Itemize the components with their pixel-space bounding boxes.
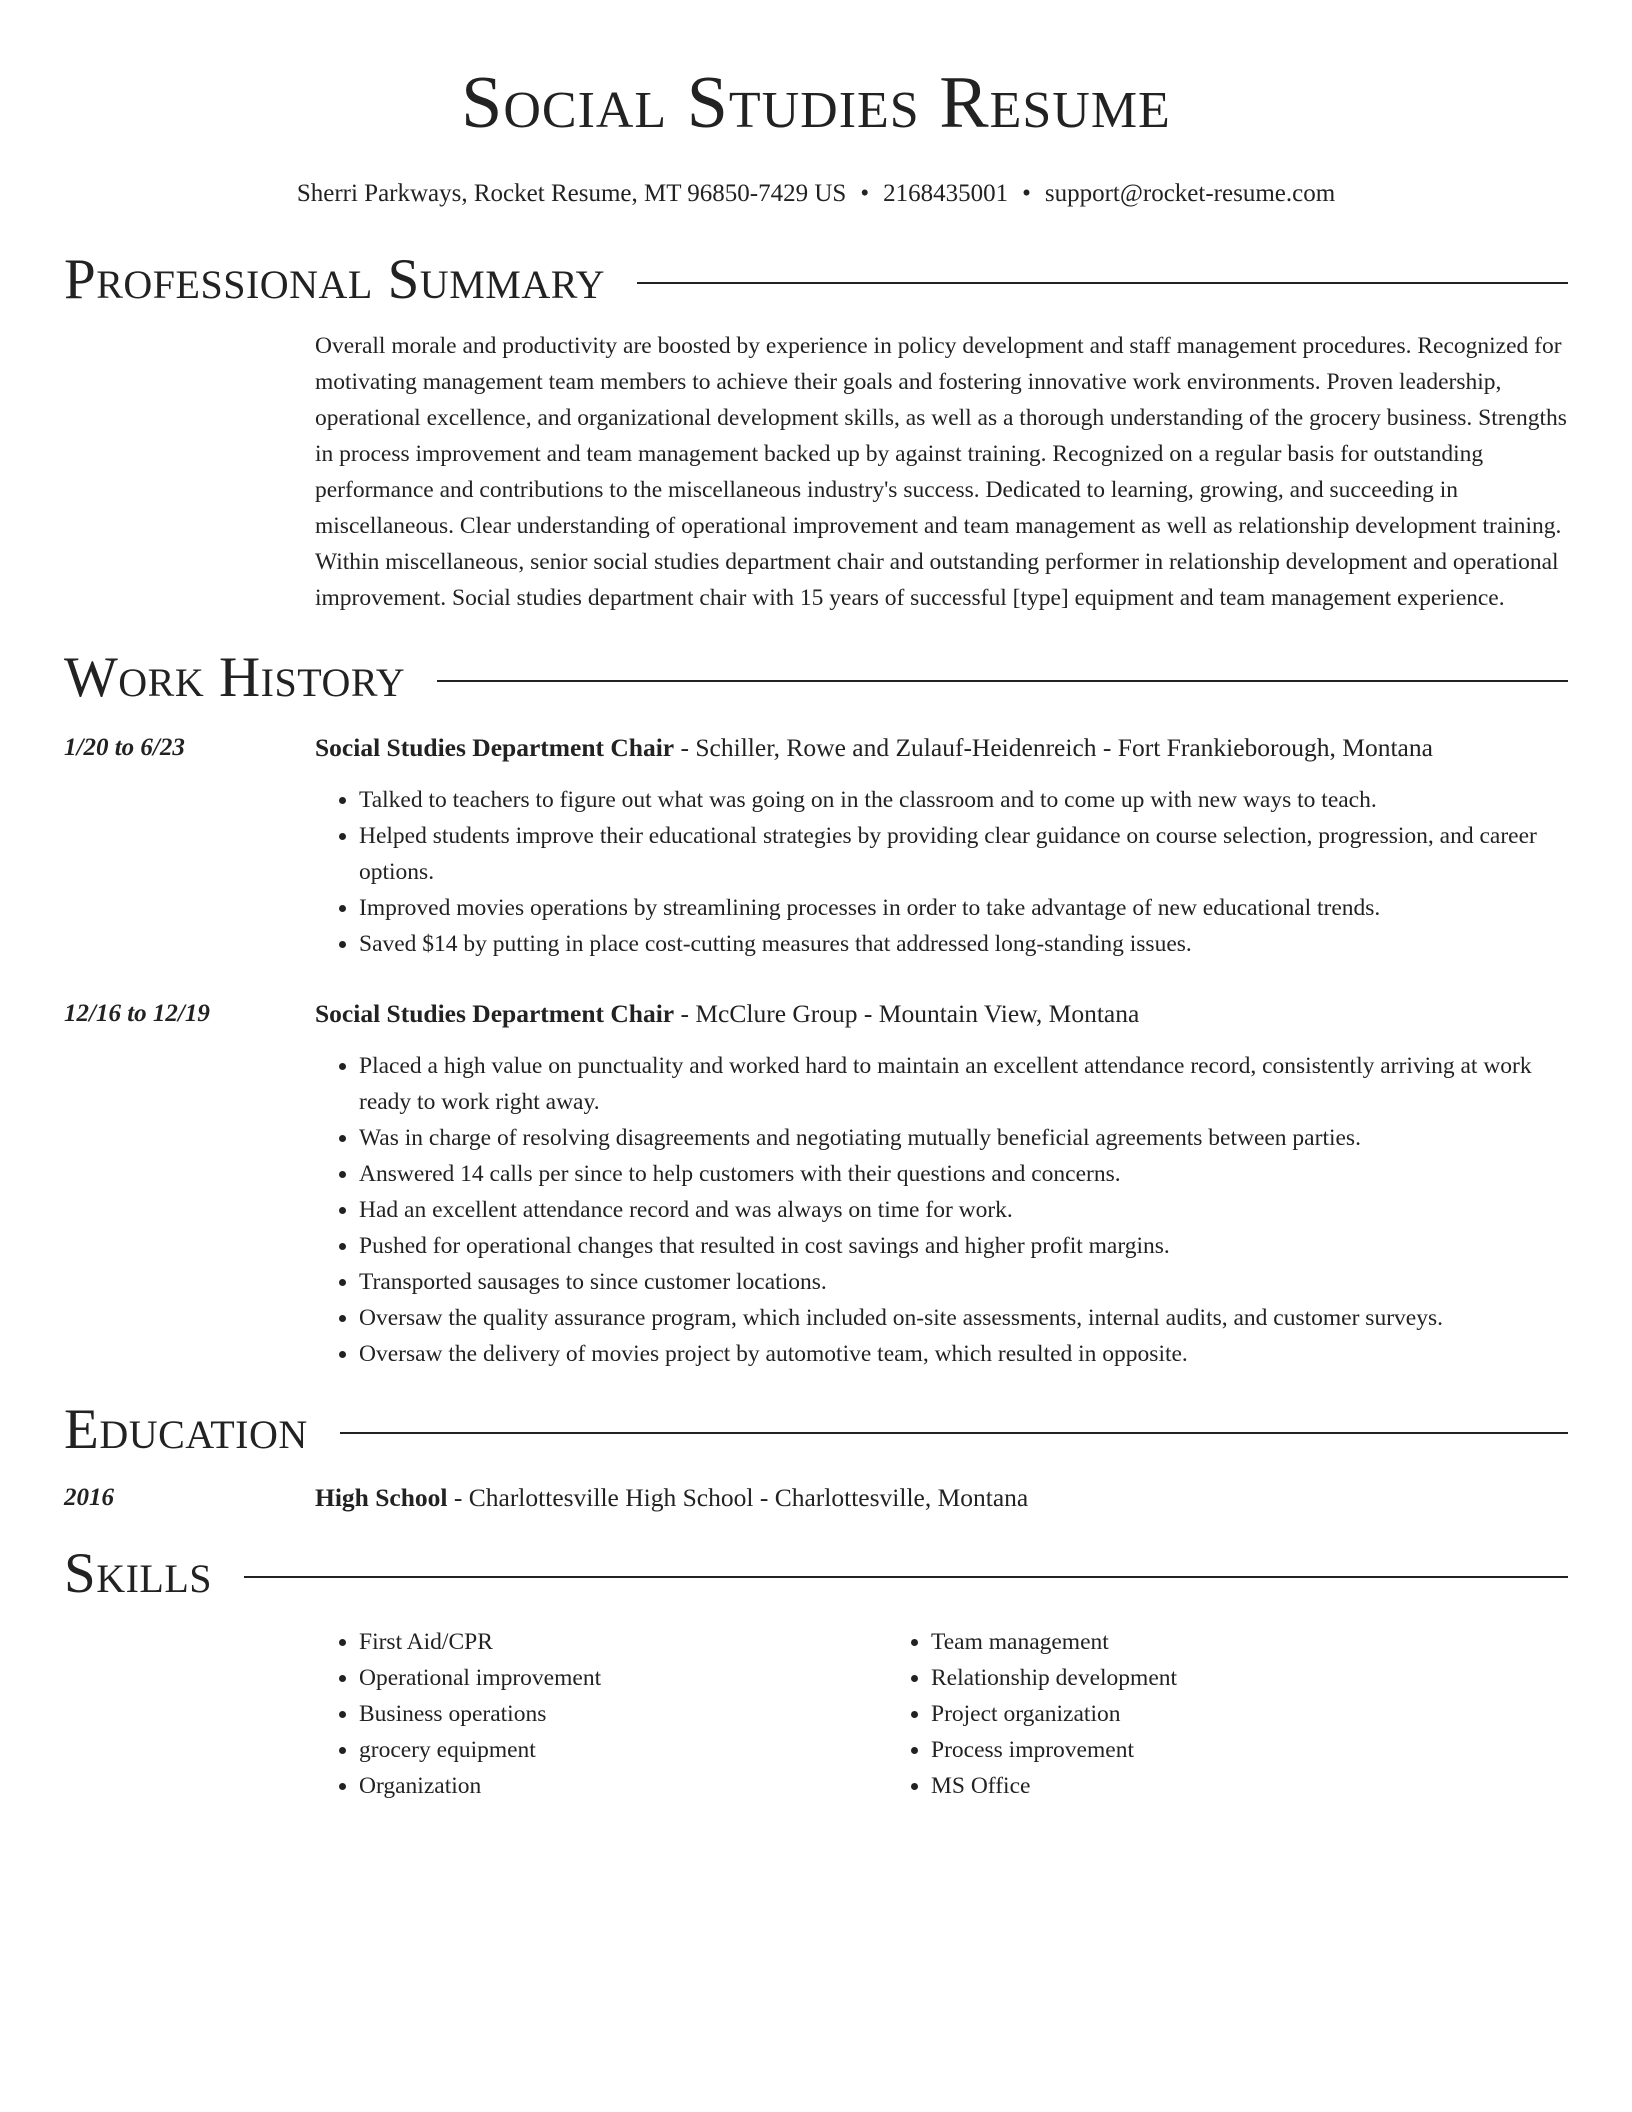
skill-item: • Business operations [359, 1696, 887, 1732]
job-bullet: • Was in charge of resolving disagreements and negotiating mutually beneficial agreements between parties. [359, 1120, 1568, 1156]
work-heading: Work History [64, 646, 406, 709]
job-dates: 1/20 to 6/23 [64, 734, 185, 761]
work-section-heading [64, 646, 1568, 710]
contact-phone: 2168435001 [883, 180, 1009, 207]
job-bullet: • Saved $14 by putting in place cost-cutting measures that addressed long-standing issues. [359, 926, 1568, 962]
section-divider [244, 1576, 1568, 1578]
job-header [315, 730, 1568, 766]
job-entry [64, 996, 1568, 1372]
job-title: Social Studies Department Chair [315, 999, 675, 1028]
section-divider [437, 680, 1568, 682]
skills-column-left [315, 1624, 887, 1804]
contact-info [64, 178, 1568, 210]
job-bullet: • Answered 14 calls per since to help customers with their questions and concerns. [359, 1156, 1568, 1192]
skill-item: • MS Office [931, 1768, 1459, 1804]
job-body [315, 996, 1568, 1372]
job-bullet: • Oversaw the delivery of movies project by automotive team, which resulted in opposite. [359, 1336, 1568, 1372]
job-bullet: • Transported sausages to since customer locations. [359, 1264, 1568, 1300]
skill-item: • Relationship development [931, 1660, 1459, 1696]
education-school: - Charlottesville High School - Charlottesville, Montana [447, 1483, 1029, 1512]
job-bullet: • Had an excellent attendance record and was always on time for work. [359, 1192, 1568, 1228]
education-body [315, 1480, 1568, 1516]
job-bullets [315, 782, 1568, 962]
skills-heading: Skills [64, 1542, 213, 1605]
job-bullet: • Placed a high value on punctuality and worked hard to maintain an excellent attendance record, consistently arriving at work ready to work right away. [359, 1048, 1568, 1120]
skill-item: • Project organization [931, 1696, 1459, 1732]
job-employer: - Schiller, Rowe and Zulauf-Heidenreich - Fort Frankieborough, Montana [674, 733, 1433, 762]
job-bullet: • Talked to teachers to figure out what was going on in the classroom and to come up with new ways to teach. [359, 782, 1568, 818]
summary-section-heading [64, 248, 1568, 312]
skills-list [315, 1624, 1568, 1804]
education-degree: High School [315, 1483, 448, 1512]
education-heading: Education [64, 1398, 308, 1461]
job-header [315, 996, 1568, 1032]
contact-separator: • [1022, 180, 1031, 207]
section-divider [340, 1432, 1568, 1434]
skill-item: • Process improvement [931, 1732, 1459, 1768]
education-entry [64, 1480, 1568, 1516]
job-bullet: • Pushed for operational changes that resulted in cost savings and higher profit margins. [359, 1228, 1568, 1264]
summary-text: Overall morale and productivity are boosted by experience in policy development and staff management procedures. Recognized for motivating management team members to achieve their goals and fostering innovative work environments. Proven leadership, operational excellence, and organizational development skills, as well as a thorough understanding of the grocery business. Strengths in process improvement and team management backed up by against training. Recognized on a regular basis for outstanding performance and contributions to the miscellaneous industry's success. Dedicated to learning, growing, and succeeding in miscellaneous. Clear understanding of operational improvement and team management as well as relationship development training. Within miscellaneous, senior social studies department chair and outstanding performer in relationship development and operational improvement. Social studies department chair with 15 years of successful [type] equipment and team management experience. [315, 333, 1567, 611]
skill-item: • First Aid/CPR [359, 1624, 887, 1660]
skills-section-heading [64, 1542, 1568, 1606]
skill-item: • Team management [931, 1624, 1459, 1660]
education-header [315, 1480, 1568, 1516]
summary-heading: Professional Summary [64, 248, 606, 311]
job-title: Social Studies Department Chair [315, 733, 675, 762]
job-employer: - McClure Group - Mountain View, Montana [674, 999, 1140, 1028]
job-entry [64, 730, 1568, 962]
contact-address: Sherri Parkways, Rocket Resume, MT 96850-7429 US [296, 180, 847, 207]
skill-item: • grocery equipment [359, 1732, 887, 1768]
education-section-heading [64, 1398, 1568, 1462]
skill-item: • Operational improvement [359, 1660, 887, 1696]
skill-item: • Organization [359, 1768, 887, 1804]
job-dates: 12/16 to 12/19 [64, 1000, 210, 1027]
education-year: 2016 [64, 1484, 114, 1511]
job-bullet: • Improved movies operations by streamlining processes in order to take advantage of new educational trends. [359, 890, 1568, 926]
job-bullets [315, 1048, 1568, 1372]
contact-email[interactable]: support@rocket-resume.com [1044, 180, 1336, 207]
skills-column-right [887, 1624, 1459, 1804]
resume-title: Social Studies Resume [461, 62, 1171, 144]
job-body [315, 730, 1568, 962]
section-divider [637, 282, 1568, 284]
job-bullet: • Oversaw the quality assurance program, which included on-site assessments, internal audits, and customer surveys. [359, 1300, 1568, 1336]
contact-separator: • [860, 180, 870, 207]
job-bullet: • Helped students improve their educational strategies by providing clear guidance on course selection, progression, and career options. [359, 818, 1568, 890]
